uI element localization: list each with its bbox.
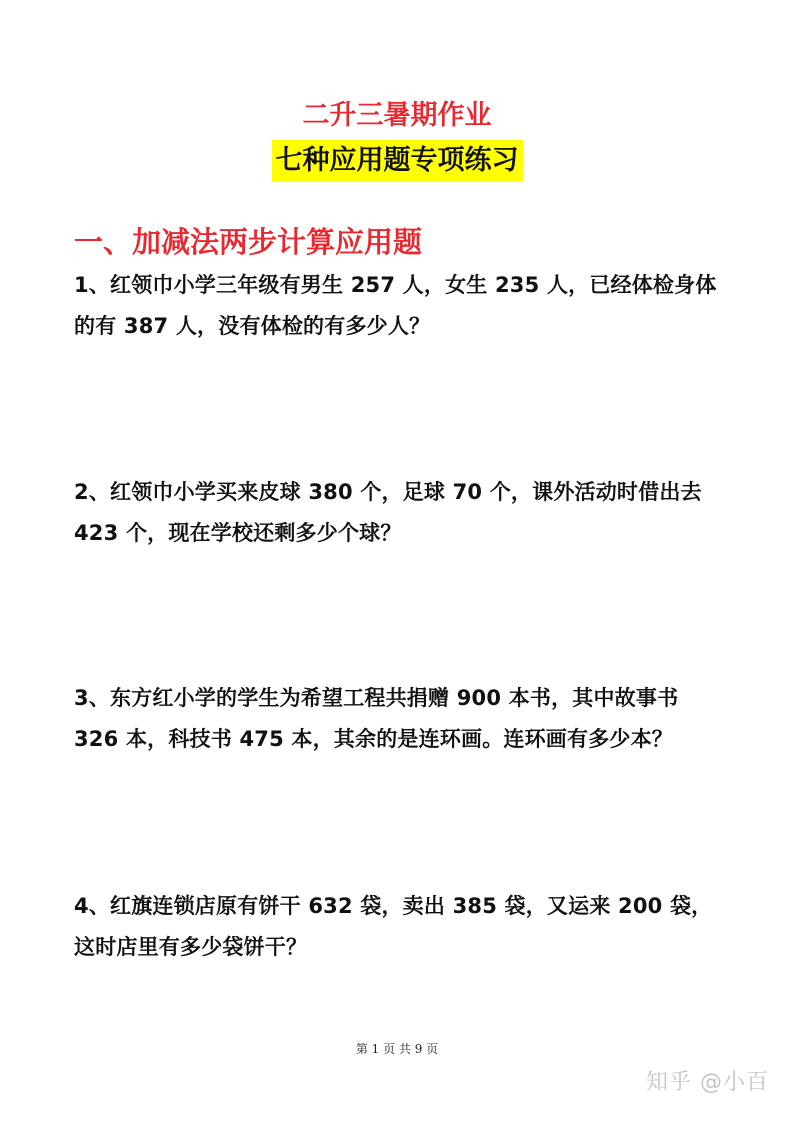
problem-1: 1、红领巾小学三年级有男生 257 人，女生 235 人，已经体检身体的有 387 人，没有体检的有多少人？ xyxy=(74,273,717,338)
document-title: 二升三暑期作业 xyxy=(302,100,492,131)
section-heading: 一、加减法两步计算应用题 xyxy=(74,225,423,259)
document-subtitle: 七种应用题专项练习 xyxy=(272,140,523,182)
subtitle-container xyxy=(0,140,794,182)
problem-3: 3、东方红小学的学生为希望工程共捐赠 900 本书，其中故事书 326 本，科技书 475 本，其余的是连环画。连环画有多少本？ xyxy=(74,686,679,751)
problem-2: 2、红领巾小学买来皮球 380 个，足球 70 个，课外活动时借出去 423 个，现在学校还剩多少个球？ xyxy=(74,480,702,545)
problem-4: 4、红旗连锁店原有饼干 632 袋，卖出 385 袋，又运来 200 袋，这时店里有多少袋饼干？ xyxy=(74,894,713,959)
page-number: 第 1 页 共 9 页 xyxy=(355,1042,439,1056)
watermark: 知乎 @小百 xyxy=(646,1070,769,1095)
